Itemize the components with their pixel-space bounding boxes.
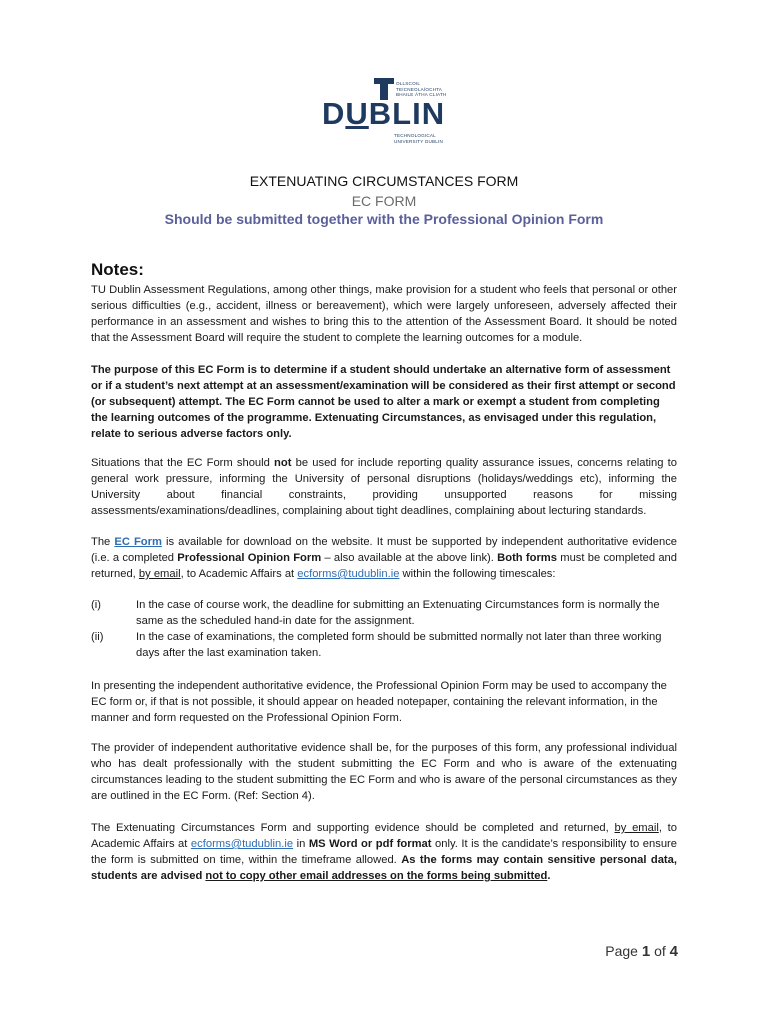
timescales-list: [91, 597, 681, 661]
page-of-word: of: [654, 943, 666, 959]
list-marker: (ii): [91, 631, 104, 643]
notes-heading: Notes:: [91, 260, 144, 279]
logo-english-text: TECHNOLOGICAL UNIVERSITY DUBLIN: [394, 133, 444, 144]
logo-irish-text: OLLSCOIL TEICNEOLAÍOCHTA BHAILE ÁTHA CLIATH: [396, 81, 447, 97]
paragraph-evidence: In presenting the independent authoritative evidence, the Professional Opinion Form may be used to accompany the EC form or, if that is not possible, it should appear on headed notepaper, containing the relevant information, in the manner and form requested on the Professional Opinion Form.: [91, 680, 667, 724]
list-text: In the case of course work, the deadline for submitting an Extenuating Circumstances form is normally the same as the scheduled hand-in date for the assignment.: [136, 599, 660, 627]
paragraph-purpose: The purpose of this EC Form is to determine if a student should undertake an alternative form of assessment or if a student’s next attempt at an assessment/examination will be considered as their first attempt or second (or subsequent) attempt. The EC Form cannot be used to alter a mark or exempt a student from completing the learning outcomes of the programme. Extenuating Circumstances, as envisaged under this regulation, relate to serious adverse factors only.: [91, 364, 676, 440]
list-item: [91, 629, 681, 661]
form-title: EXTENUATING CIRCUMSTANCES FORM: [249, 173, 519, 189]
list-marker: (i): [91, 599, 101, 611]
list-text: In the case of examinations, the completed form should be submitted normally not later than three working days after the last examination taken.: [136, 631, 662, 659]
page-current: 1: [641, 943, 651, 960]
logo-wordmark: DUBLIN: [322, 96, 446, 131]
form-subtitle: EC FORM: [351, 193, 417, 209]
list-item: [91, 597, 681, 629]
ec-form-link[interactable]: EC Form: [114, 536, 162, 548]
paragraph-download: The EC Form is available for download on the website. It must be supported by independent authoritative evidence (i.e. a completed Professional Opinion Form – also available at the above link). Both forms must be completed and returned, by email, to Academic Affairs at ecforms@tudublin.ie within the following timescales:: [91, 536, 678, 580]
paragraph-regulations: TU Dublin Assessment Regulations, among other things, make provision for a student who feels that personal or other serious difficulties (e.g., accident, illness or bereavement), which were largely unforeseen, adversely affected their performance in an assessment and wishes to bring this to the attention of the Assessment Board. It should be noted that the Assessment Board will require the student to complete the learning outcomes for a module.: [91, 284, 677, 344]
tu-dublin-logo: [322, 78, 446, 150]
form-instruction: Should be submitted together with the Professional Opinion Form: [164, 211, 604, 227]
ecforms-email-link-2[interactable]: ecforms@tudublin.ie: [190, 838, 294, 850]
paragraph-submission: The Extenuating Circumstances Form and supporting evidence should be completed and returned, by email, to Academic Affairs at ecforms@tudublin.ie in MS Word or pdf format only. It is the candidate’s responsibility to ensure the form is submitted on time, within the timeframe allowed. As the forms may contain sensitive personal data, students are advised not to copy other email addresses on the forms being submitted.: [91, 822, 677, 882]
ecforms-email-link[interactable]: ecforms@tudublin.ie: [297, 568, 400, 580]
page-word: Page: [605, 943, 638, 959]
paragraph-situations: Situations that the EC Form should not be used for include reporting quality assurance issues, concerns relating to general work pressure, informing the University of personal disruptions (holidays/weddings etc), informing the University about financial constraints, providing unsupported reasons for missing assessments/examinations/deadlines, complaining about tight deadlines, complaining about lecturing standards.: [91, 457, 678, 517]
paragraph-provider: The provider of independent authoritative evidence shall be, for the purposes of this form, any professional individual who has dealt professionally with the student submitting the EC Form and who is aware of the extenuating circumstances leading to the student submitting the EC Form and who is aware of the personal circumstances as they are outlined in the EC Form. (Ref: Section 4).: [91, 742, 677, 802]
page-total: 4: [669, 943, 678, 960]
page-footer: [605, 943, 678, 960]
